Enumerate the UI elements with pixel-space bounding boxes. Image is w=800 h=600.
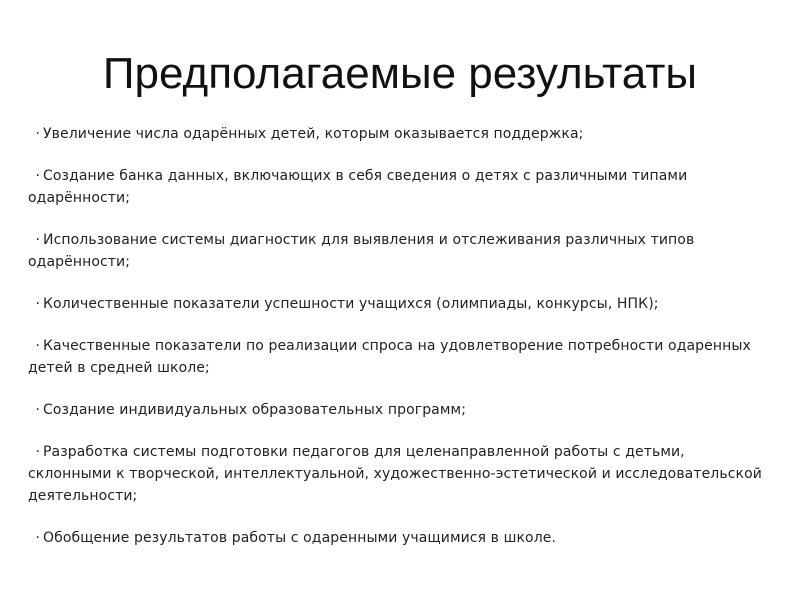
bullet-icon: · [35,296,40,312]
bullet-icon: · [35,126,40,142]
list-item [28,123,768,145]
list-item [28,441,768,507]
bullet-icon: · [35,338,40,354]
bullet-icon: · [35,402,40,418]
list-item-text: Использование системы диагностик для выявления и отслеживания различных типов одарённости; [28,232,695,270]
list-item-text: Обобщение результатов работы с одаренными учащимися в школе. [43,530,557,546]
list-item-text: Качественные показатели по реализации спроса на удовлетворение потребности одаренных детей в средней школе; [28,338,751,376]
bullet-icon: · [35,530,40,546]
list-item-text: Создание индивидуальных образовательных программ; [43,402,467,418]
bullet-icon: · [35,444,40,460]
list-item [28,399,768,421]
list-item [28,293,768,315]
list-item-text: Разработка системы подготовки педагогов для целенаправленной работы с детьми, склонными к творческой, интеллектуальной, художественно-эстетической и исследовательской деятельности; [28,444,762,504]
bullet-icon: · [35,168,40,184]
list-item-text: Создание банка данных, включающих в себя сведения о детях с различными типами одарённости; [28,168,688,206]
list-item [28,165,768,209]
slide-title: Предполагаемые результаты [102,49,698,98]
list-item [28,229,768,273]
bullet-icon: · [35,232,40,248]
results-list [28,123,768,569]
list-item [28,335,768,379]
list-item-text: Увеличение числа одарённых детей, которым оказывается поддержка; [43,126,584,142]
list-item-text: Количественные показатели успешности учащихся (олимпиады, конкурсы, НПК); [43,296,659,312]
list-item [28,527,768,549]
